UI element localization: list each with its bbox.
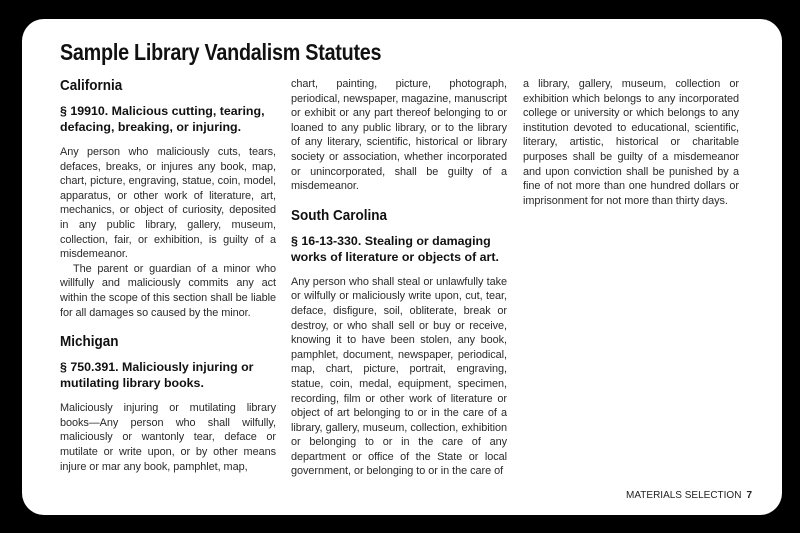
state-heading-california: California bbox=[60, 77, 123, 94]
statute-text-south-carolina-part-1: Any person who shall steal or unlawfully take or wilfully or maliciously write upon, cut, tear, deface, disfigure, soil, obliterate, break or destroy, or who shall sell or buy or receive, knowing it to have been stolen, any book, pamphlet, document, newspaper, periodical, map, chart, picture, portrait, engraving, statue, coin, medal, equipment, specimen, recording, film or other work of literature or object of art belonging to or in the care of a library, gallery, museum, collection, exhibition or belonging to or in the care of any department or office of the State or local government, or belonging to or in the care of bbox=[291, 275, 507, 478]
statute-text-california bbox=[60, 145, 276, 320]
document-page bbox=[22, 19, 782, 515]
statute-text-michigan-part-2: chart, painting, picture, photograph, periodical, newspaper, magazine, manuscript or exhibit or any part thereof belonging to or loaned to any public library, or to the library of any literary, scientific, historical or library society or association, whether incorporated or unincorporated, shall be guilty of a misdemeanor. bbox=[291, 78, 507, 193]
statute-heading-south-carolina: § 16-13-330. Stealing or damaging works of literature or objects of art. bbox=[291, 233, 499, 264]
column-3 bbox=[523, 77, 739, 208]
footer-section-label: MATERIALS SELECTION bbox=[626, 490, 742, 501]
page-number: 7 bbox=[746, 490, 752, 501]
page-title: Sample Library Vandalism Statutes bbox=[60, 39, 382, 65]
column-2 bbox=[291, 77, 507, 479]
california-paragraph-1: Any person who maliciously cuts, tears, defaces, breaks, or injures any book, map, chart, picture, engraving, statue, coin, model, apparatus, or other work of literature, art, mechanics, or object of curiosity, deposited in any public library, gallery, museum, collection, fair, or exhibition, is guilty of a misdemeanor. bbox=[60, 146, 276, 261]
statute-text-south-carolina-part-2: a library, gallery, museum, collection or exhibition which belongs to any incorporated college or university or which belongs to any institution devoted to educational, scientific, literary, artistic, historical or charitable purposes shall be guilty of a misdemeanor and upon conviction shall be punished by a fine of not more than one hundred dollars or imprisonment for not more than thirty days. bbox=[523, 78, 739, 207]
state-heading-south-carolina: South Carolina bbox=[291, 206, 388, 224]
statute-heading-michigan: § 750.391. Maliciously injuring or mutilating library books. bbox=[60, 360, 254, 391]
statute-text-michigan-part-1: Maliciously injuring or mutilating library books—Any person who shall wilfully, maliciously or wantonly tear, deface or mutilate or write upon, or by other means injure or mar any book, pamphlet, map, bbox=[60, 402, 276, 473]
state-heading-michigan: Michigan bbox=[60, 333, 119, 351]
page-footer bbox=[626, 490, 752, 501]
statute-heading-california: § 19910. Malicious cutting, tearing, defacing, breaking, or injuring. bbox=[60, 104, 265, 134]
column-1 bbox=[60, 77, 276, 474]
california-paragraph-2: The parent or guardian of a minor who willfully and maliciously commits any act within the scope of this section shall be liable for all damages so caused by the minor. bbox=[60, 262, 276, 319]
